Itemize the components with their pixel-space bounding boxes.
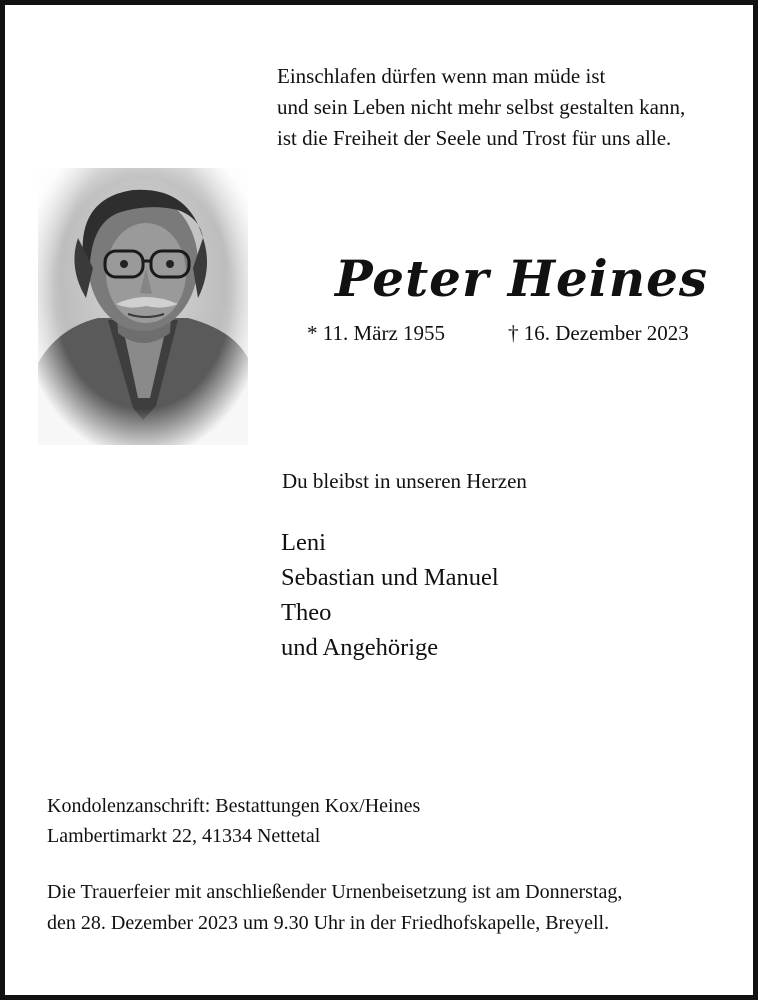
funeral-service-info bbox=[47, 877, 622, 939]
mourner: Sebastian und Manuel bbox=[281, 564, 499, 591]
poem bbox=[277, 61, 685, 154]
poem-line: Einschlafen dürfen wenn man müde ist bbox=[277, 64, 606, 88]
condolence-address bbox=[47, 791, 420, 851]
poem-line: ist die Freiheit der Seele und Trost für uns alle. bbox=[277, 126, 672, 150]
motto: Du bleibst in unseren Herzen bbox=[282, 469, 527, 493]
portrait-illustration bbox=[38, 168, 248, 445]
service-line: Die Trauerfeier mit anschließender Urnenbeisetzung ist am Donnerstag, bbox=[47, 881, 623, 903]
condolence-line: Kondolenzanschrift: Bestattungen Kox/Heines bbox=[47, 795, 421, 817]
portrait-photo bbox=[38, 168, 248, 445]
poem-line: und sein Leben nicht mehr selbst gestalten kann, bbox=[277, 95, 686, 119]
mourner: Leni bbox=[281, 529, 326, 556]
deceased-name: Peter Heines bbox=[335, 249, 709, 308]
mourner: Theo bbox=[281, 599, 332, 626]
death-date: † 16. Dezember 2023 bbox=[508, 321, 689, 345]
service-line: den 28. Dezember 2023 um 9.30 Uhr in der Friedhofskapelle, Breyell. bbox=[47, 912, 610, 934]
mourner: und Angehörige bbox=[281, 634, 439, 661]
condolence-line: Lambertimarkt 22, 41334 Nettetal bbox=[47, 825, 321, 847]
birth-date: * 11. März 1955 bbox=[307, 321, 446, 345]
mourners-list bbox=[281, 525, 499, 665]
